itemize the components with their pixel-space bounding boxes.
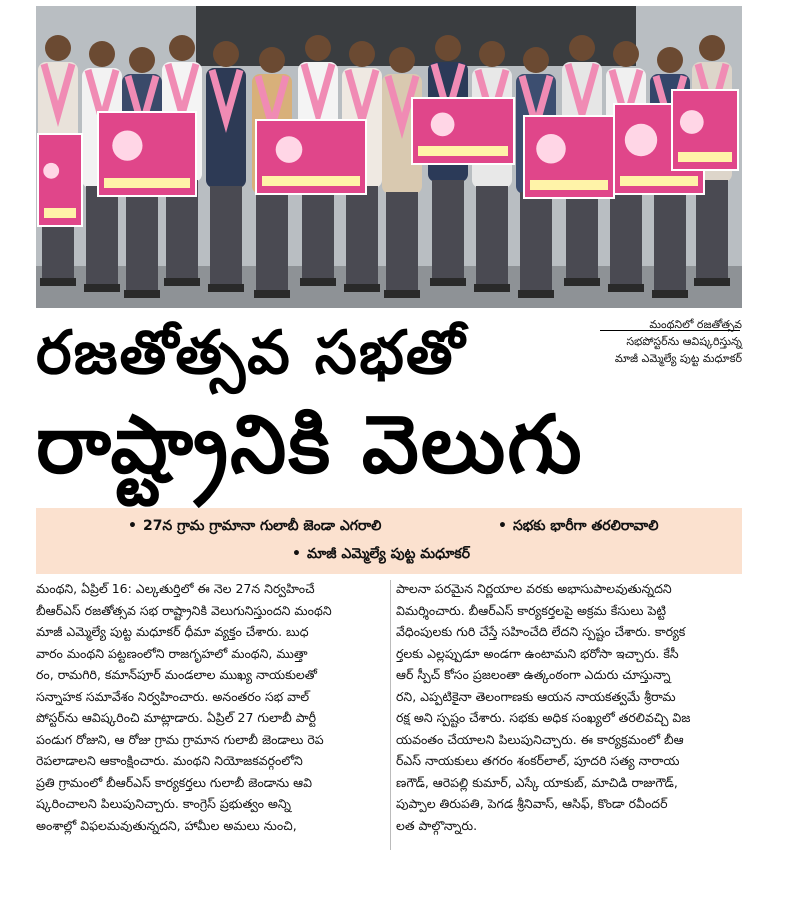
poster-banner [620, 176, 698, 186]
article-line: వారం మంథని పట్టణంలోని రాజగృహలో మంథని, ముత్తా [36, 645, 308, 661]
person-feet [254, 290, 290, 298]
bullet-icon: • [498, 518, 507, 534]
highlight-text: సభకు భారీగా తరలిరావాలి [512, 518, 659, 534]
highlight-item [292, 546, 470, 565]
article-line: రని, ఎప్పటికైనా తెలంగాణకు ఆయన నాయకత్వమే శ్రీరామ [396, 688, 676, 704]
person-feet [384, 290, 420, 298]
poster-portrait [431, 113, 455, 137]
caption-line: మంథనిలో రజతోత్సవ [649, 318, 742, 331]
person-feet [164, 278, 200, 286]
person-feet [608, 284, 644, 292]
article-line: ప్రతి గ్రామంలో బీఆర్ఎస్ కార్యకర్తలు గులాబీ జెండాను ఆవి [36, 774, 312, 790]
highlight-text: 27న గ్రామ గ్రామానా గులాబీ జెండా ఎగరాలి [142, 518, 382, 534]
poster-banner [530, 180, 608, 190]
person-head [699, 35, 725, 61]
person-feet [124, 290, 160, 298]
headline-line-1: రజతోత్సవ సభతో [36, 318, 467, 388]
person-legs [654, 192, 686, 292]
highlight-item [128, 518, 381, 537]
person-head [435, 35, 461, 61]
person-feet [694, 278, 730, 286]
person-head [569, 35, 595, 61]
person-head [657, 47, 683, 73]
person-head [613, 41, 639, 67]
article-line: లత పాల్గొన్నారు. [396, 817, 478, 833]
article-line: మాజీ ఎమ్మెల్యే పుట్ట మధూకర్ ధీమా వ్యక్తం చేశారు. బుధ [36, 624, 309, 639]
person-legs [346, 186, 378, 286]
poster-banner [262, 176, 360, 186]
poster-portrait [625, 124, 657, 156]
person-feet [84, 284, 120, 292]
highlights-box [36, 508, 742, 574]
person-feet [208, 284, 244, 292]
person-head [45, 35, 71, 61]
person-head [389, 47, 415, 73]
person-legs [86, 186, 118, 286]
person-legs [210, 186, 242, 286]
article-column-right [396, 578, 751, 836]
person-legs [610, 186, 642, 286]
poster-portrait [276, 136, 303, 163]
person-head [479, 41, 505, 67]
person-head [259, 47, 285, 73]
poster-banner [678, 152, 732, 162]
article-line: సన్నాహక సమావేశం నిర్వహించారు. అనంతరం సభ వాల్ [36, 688, 310, 704]
article-line: ర్ఎస్ నాయకులు తగరం శంకర్‌లాల్, పూదరి సత్య నారాయ [396, 753, 680, 768]
article-line: యవంతం చేయాలని పిలుపునిచ్చారు. ఈ కార్యక్రమంలో బీఆ [396, 731, 684, 747]
article-line: ష్కరించాలని పిలుపునిచ్చారు. కాంగ్రెస్ ప్రభుత్వం అన్ని [36, 796, 291, 811]
poster-banner [44, 208, 76, 218]
person-feet [652, 290, 688, 298]
person-feet [344, 284, 380, 292]
article-line: రెపలాడాలని ఆకాంక్షించారు. మంథని నియోజకవర్గంలోని [36, 753, 303, 768]
person-head [89, 41, 115, 67]
photo-illustration [36, 6, 742, 308]
poster-portrait [43, 163, 59, 179]
person-head [349, 41, 375, 67]
poster-portrait [112, 130, 142, 160]
column-divider [390, 580, 391, 850]
person-head [213, 41, 239, 67]
person-head [129, 47, 155, 73]
poster-banner [418, 146, 508, 156]
article-line: ర్తలకు ఎల్లప్పుడూ అండగా ఉంటామని భరోసా ఇచ్చారు. కేసీ [396, 645, 679, 661]
person-head [523, 47, 549, 73]
caption-line: సభపోస్టర్‌ను ఆవిష్కరిస్తున్న [626, 335, 742, 348]
person-legs [386, 192, 418, 292]
person-feet [474, 284, 510, 292]
bullet-icon: • [128, 518, 137, 534]
person-feet [518, 290, 554, 298]
photo-caption [572, 316, 742, 367]
headline-line-2: రాష్ట్రానికి వెలుగు [36, 398, 584, 491]
highlight-text: మాజీ ఎమ్మెల్యే పుట్ట మధూకర్ [306, 546, 471, 562]
poster-portrait [680, 110, 704, 134]
article-line: ణగౌడ్, ఆరెపల్లి కుమార్, ఎస్కే యాకుబ్, మాచిడి రాజుగౌడ్, [396, 774, 678, 790]
news-photo [36, 6, 742, 308]
article-line: రం, రామగిరి, కమాన్‌పూర్ మండలాల ముఖ్య నాయకులతో [36, 667, 317, 682]
article-line: పాలనా పరమైన నిర్ణయాల వరకు అభాసుపాలవుతున్నదని [396, 581, 672, 596]
poster-portrait [536, 134, 566, 164]
article-line: పండుగ రోజుని, ఆ రోజు గ్రామ గ్రామాన గులాబీ జెండాలు రెప [36, 731, 324, 747]
person-legs [476, 186, 508, 286]
article-line: పుప్పాల తిరుపతి, పెగడ శ్రీనివాస్, ఆసిఫ్, కొండా రవీందర్ [396, 796, 668, 811]
highlight-item [498, 518, 658, 537]
article-line: విమర్శించారు. బీఆర్ఎస్ కార్యకర్తలపై అక్రమ కేసులు పెట్టి [396, 602, 667, 618]
person-head [305, 35, 331, 61]
person-legs [256, 192, 288, 292]
article-line: బీఆర్ఎస్ రజతోత్సవ సభ రాష్ట్రానికి వెలుగునిస్తుందని మంథని [36, 602, 332, 618]
article-line: ఆర్ స్పీచ్ కోసం ప్రజలంతా ఉత్కంఠంగా ఎదురు చూస్తున్నా [396, 667, 671, 682]
article-line: మంథని, ఏప్రిల్ 16: ఎల్కతుర్తిలో ఈ నెల 27న నిర్వహించే [36, 581, 315, 596]
caption-line: మాజీ ఎమ్మెల్యే పుట్ట మధూకర్ [614, 352, 742, 365]
bullet-icon: • [292, 546, 301, 562]
article-line: రక్ష అని స్పష్టం చేశారు. సభకు అధిక సంఖ్యలో తరలివచ్చి విజ [396, 710, 691, 725]
person-legs [520, 192, 552, 292]
article-line: పోస్టర్‌ను ఆవిష్కరించి మాట్లాడారు. ఏప్రిల్ 27 గులాబీ పార్టీ [36, 710, 317, 725]
article-line: అంశాల్లో విఫలమవుతున్నదని, హామీల అమలు నుంచి, [36, 817, 297, 833]
person-feet [300, 278, 336, 286]
person-head [169, 35, 195, 61]
person-legs [126, 192, 158, 292]
person-legs [432, 180, 464, 280]
article-line: వేధింపులకు గురి చేస్తే సహించేది లేదని స్పష్టం చేశారు. కార్యక [396, 624, 686, 639]
person-feet [564, 278, 600, 286]
person-feet [430, 278, 466, 286]
person-feet [40, 278, 76, 286]
poster-banner [104, 178, 190, 188]
article-column-left [36, 578, 391, 836]
